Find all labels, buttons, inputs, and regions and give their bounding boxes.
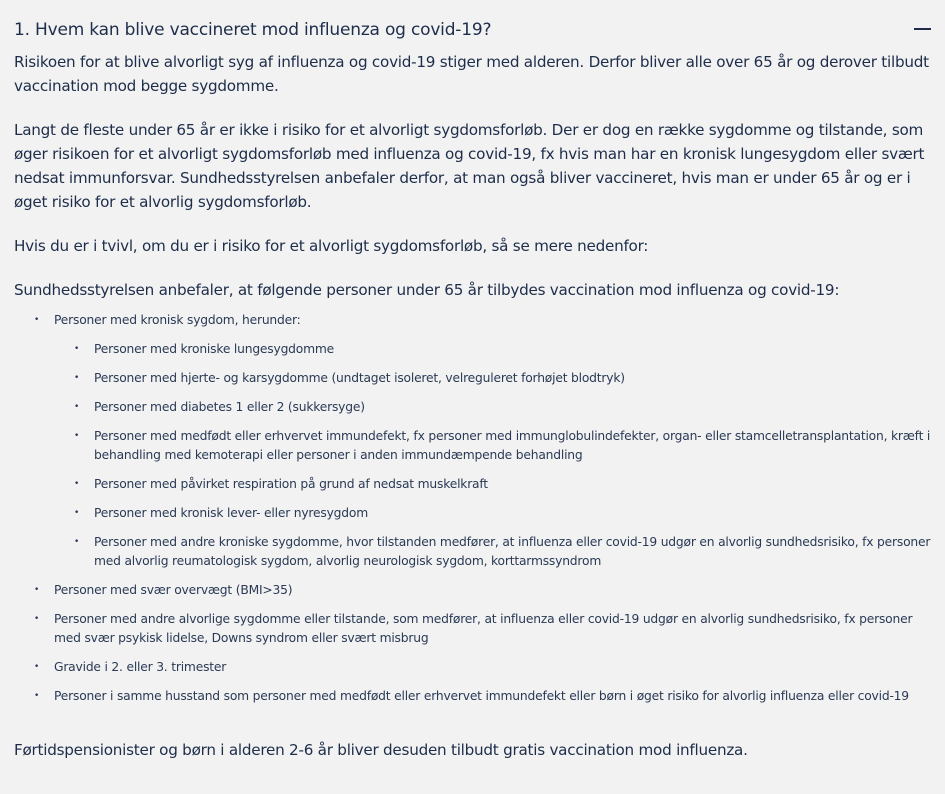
paragraph-recommendation: Sundhedsstyrelsen anbefaler, at følgende personer under 65 år tilbydes vaccination mod influenza og covid-19: <box>14 281 840 299</box>
list-item-text: Personer med kronisk sygdom, herunder: <box>54 313 301 327</box>
paragraph-under-65: Langt de fleste under 65 år er ikke i risiko for et alvorligt sygdomsforløb. Der er dog en række sygdomme og tilstande, som øger risikoen for et alvorligt sygdomsforløb med influenza og covid-19, fx hvis man har en kronisk lungesygdom eller svært nedsat immunforsvar. Sundhedsstyrelsen anbefaler derfor, at man også bliver vaccineret, hvis man er under 65 år og er i øget risiko for et alvorlig sygdomsforløb. <box>14 121 925 211</box>
accordion-content <box>14 50 931 762</box>
paragraph-age-risk: Risikoen for at blive alvorligt syg af influenza og covid-19 stiger med alderen. Derfor bliver alle over 65 år og derover tilbudt vaccination mod begge sygdomme. <box>14 53 929 95</box>
paragraph-doubt: Hvis du er i tvivl, om du er i risiko for et alvorligt sygdomsforløb, så se mere nedenfor: <box>14 237 649 255</box>
list-item <box>14 311 931 571</box>
accordion-title[interactable]: 1. Hvem kan blive vaccineret mod influenza og covid-19? <box>14 20 492 40</box>
sub-list-item: • Personer med kroniske lungesygdomme <box>54 340 931 359</box>
sub-list-item: • Personer med kronisk lever- eller nyresygdom <box>54 504 931 523</box>
sub-list-item: • Personer med påvirket respiration på grund af nedsat muskelkraft <box>54 475 931 494</box>
list-item: • Gravide i 2. eller 3. trimester <box>14 658 931 677</box>
list-item: • Personer i samme husstand som personer med medfødt eller erhvervet immundefekt eller børn i øget risiko for alvorlig influenza eller covid-19 <box>14 687 931 706</box>
risk-group-list <box>14 311 931 706</box>
list-item: • Personer med andre alvorlige sygdomme eller tilstande, som medfører, at influenza eller covid-19 udgør en alvorlig sundhedsrisiko, fx personer med svær psykisk lidelse, Downs syndrom eller svært misbrug <box>14 610 931 648</box>
sub-list-item: • Personer med hjerte- og karsygdomme (undtaget isoleret, velreguleret forhøjet blodtryk) <box>54 369 931 388</box>
list-item: • Personer med svær overvægt (BMI>35) <box>14 581 931 600</box>
minus-icon[interactable] <box>913 20 931 38</box>
paragraph-final: Førtidspensionister og børn i alderen 2-6 år bliver desuden tilbudt gratis vaccination mod influenza. <box>14 741 748 759</box>
sub-list-item: • Personer med medfødt eller erhvervet immundefekt, fx personer med immunglobulindefekter, organ- eller stamcelletransplantation, kræft i behandling med kemoterapi eller personer i anden immundæmpende behandling <box>54 427 931 465</box>
sub-list-item: • Personer med diabetes 1 eller 2 (sukkersyge) <box>54 398 931 417</box>
sub-list-item: • Personer med andre kroniske sygdomme, hvor tilstanden medfører, at influenza eller covid-19 udgør en alvorlig sundhedsrisiko, fx personer med alvorlig reumatologisk sygdom, alvorlig neurologisk sygdom, korttarmssyndrom <box>54 533 931 571</box>
chronic-disease-sublist <box>54 340 931 571</box>
accordion-header[interactable] <box>14 18 931 42</box>
